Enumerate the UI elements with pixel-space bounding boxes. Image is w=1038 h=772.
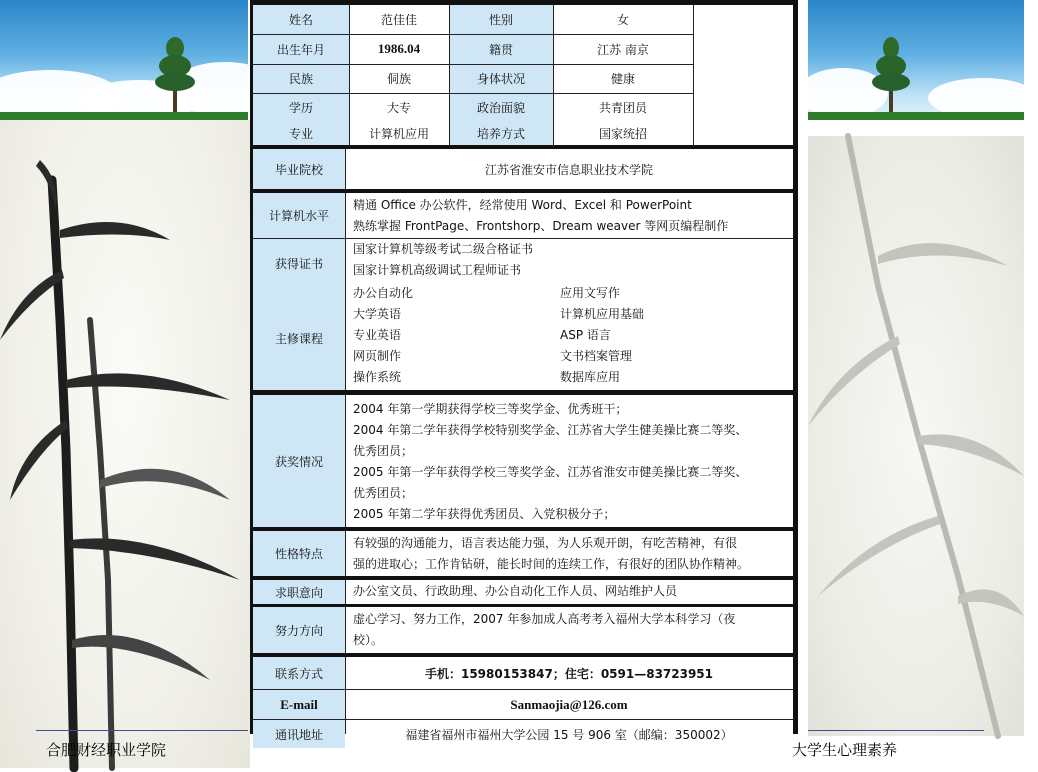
address-value: 福建省福州市福州大学公园 15 号 906 室（邮编：350002）: [405, 727, 733, 742]
birth-label: 出生年月: [253, 34, 349, 64]
course-right-2: 计算机应用基础: [560, 307, 645, 321]
award-line-3: 优秀团员；: [353, 444, 414, 458]
school-section: [253, 149, 793, 189]
effort-line-2: 校）。: [353, 633, 384, 647]
intention-value: 办公室文员、行政助理、办公自动化工作人员、网站维护人员: [353, 584, 678, 598]
bamboo-painting-right: [808, 136, 1024, 736]
native-value: 江苏 南京: [597, 42, 649, 57]
certificate-2: 国家计算机高级调试工程师证书: [353, 263, 522, 277]
personality-label: 性格特点: [253, 531, 345, 576]
name-value: 范佳佳: [380, 13, 417, 27]
computer-label: 计算机水平: [253, 193, 345, 238]
native-label: 籍贯: [449, 34, 553, 64]
award-line-6: 2005 年第二学年获得优秀团员、入党积极分子；: [353, 507, 616, 521]
footer-course-name: 大学生心理素养: [792, 741, 898, 759]
gender-label: 性别: [449, 5, 553, 34]
course-left-3: 专业英语: [353, 328, 402, 342]
birth-value: 1986.04: [377, 41, 421, 56]
tree-icon: [868, 36, 914, 112]
course-left-2: 大学英语: [353, 307, 402, 321]
course-right-1: 应用文写作: [560, 286, 621, 300]
political-value: 共青团员: [598, 100, 647, 115]
bamboo-painting-left: [0, 120, 250, 768]
school-label: 毕业院校: [253, 149, 345, 189]
personality-section: [253, 531, 793, 576]
major-value: 计算机应用: [368, 126, 429, 141]
course-right-3: ASP 语言: [560, 328, 611, 342]
personality-line-1: 有较强的沟通能力，语言表达能力强，为人乐观开朗，有吃苦精神，有很: [353, 536, 738, 550]
address-label: 通讯地址: [253, 720, 345, 748]
political-label: 政治面貌: [449, 93, 553, 121]
footer-divider-left: [36, 730, 248, 731]
health-value: 健康: [610, 72, 635, 86]
education-label: 学历: [253, 93, 349, 121]
sky-image-right: [808, 0, 1024, 120]
tree-icon: [150, 36, 200, 112]
email-value: Sanmaojia@126.com: [510, 696, 628, 712]
gender-value: 女: [616, 13, 629, 27]
training-label: 培养方式: [449, 121, 553, 145]
certificate-1: 国家计算机等级考试二级合格证书: [353, 242, 534, 256]
major-label: 专业: [253, 121, 349, 145]
course-left-5: 操作系统: [353, 370, 402, 384]
ethnic-label: 民族: [253, 64, 349, 93]
awards-section: [253, 395, 793, 527]
effort-section: [253, 607, 793, 653]
course-right-5: 数据库应用: [560, 370, 621, 384]
email-label: E-mail: [253, 690, 345, 719]
contact-section: [253, 657, 793, 742]
school-value: 江苏省淮安市信息职业技术学院: [484, 162, 653, 177]
personality-line-2: 强的进取心；工作肯钻研，能长时间的连续工作，有很好的团队协作精神。: [353, 557, 750, 571]
course-left-1: 办公自动化: [353, 286, 414, 300]
ethnic-value: 侗族: [386, 72, 411, 86]
footer-divider-right: [808, 730, 984, 731]
award-line-5: 优秀团员；: [353, 486, 414, 500]
certificates-label: 获得证书: [253, 239, 345, 287]
intention-section: [253, 580, 793, 604]
skills-section: [253, 193, 793, 390]
training-value: 国家统招: [598, 126, 647, 141]
footer-school-name: 合肥财经职业学院: [46, 741, 167, 759]
resume-table: [250, 0, 798, 742]
award-line-2: 2004 年第二学年获得学校特别奖学金、江苏省大学生健美操比赛二等奖、: [353, 423, 748, 437]
education-value: 大专: [386, 100, 411, 115]
contact-label: 联系方式: [253, 657, 345, 689]
awards-label: 获奖情况: [253, 395, 345, 527]
courses-label: 主修课程: [253, 287, 345, 390]
name-label: 姓名: [253, 5, 349, 34]
contact-value: 手机：15980153847；住宅：0591—83723951: [424, 666, 714, 681]
effort-line-1: 虚心学习、努力工作，2007 年参加成人高考考入福州大学本科学习（夜: [353, 612, 736, 626]
computer-line-1: 精通 Office 办公软件，经常使用 Word、Excel 和 PowerPoint: [353, 198, 692, 212]
award-line-1: 2004 年第一学期获得学校三等奖学金、优秀班干；: [353, 402, 628, 416]
health-label: 身体状况: [449, 64, 553, 93]
course-right-4: 文书档案管理: [560, 349, 633, 363]
intention-label: 求职意向: [253, 580, 345, 604]
sky-image-left: [0, 0, 248, 120]
computer-line-2: 熟练掌握 FrontPage、Frontshorp、Dream weaver 等网页编程制作: [353, 219, 729, 233]
effort-label: 努力方向: [253, 607, 345, 653]
course-left-4: 网页制作: [353, 349, 402, 363]
award-line-4: 2005 年第一学年获得学校三等奖学金、江苏省淮安市健美操比赛二等奖、: [353, 465, 748, 479]
basic-info-section: [253, 5, 793, 145]
